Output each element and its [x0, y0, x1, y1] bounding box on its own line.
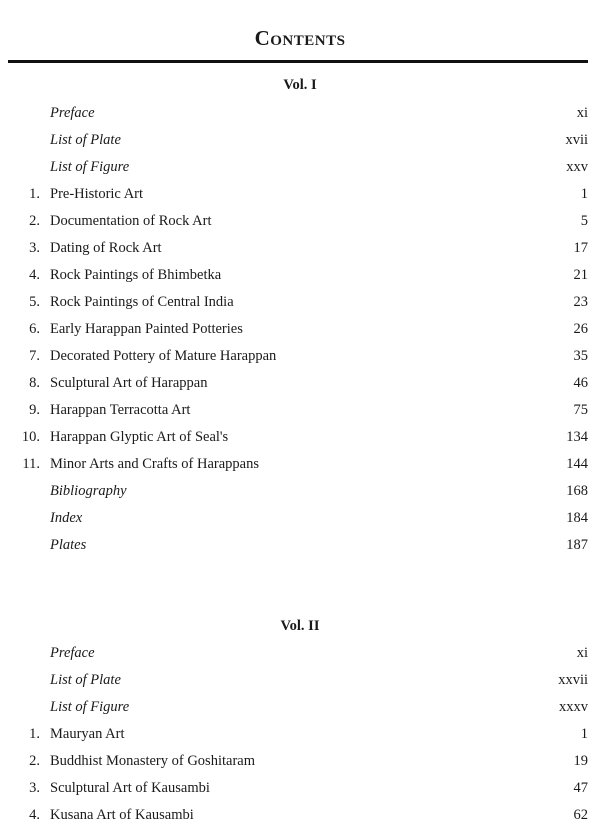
toc-entry-page-number: 75	[573, 401, 588, 418]
toc-entry-page-number: 168	[566, 482, 588, 499]
toc-entry[interactable]	[0, 106, 600, 133]
toc-entry-page-number: 134	[566, 428, 588, 445]
toc-entry-label[interactable]: Index	[50, 509, 83, 526]
toc-entry[interactable]	[0, 268, 600, 295]
toc-entry-page-number: 144	[566, 455, 588, 472]
toc-entry-label[interactable]: Minor Arts and Crafts of Harappans	[50, 455, 259, 472]
toc-entry-page-number: 184	[566, 509, 588, 526]
toc-entry-label[interactable]: Documentation of Rock Art	[50, 212, 212, 229]
toc-entry-label[interactable]: Bibliography	[50, 482, 127, 499]
toc-list-volume-2	[0, 646, 600, 835]
toc-entry-page-number: 62	[573, 807, 588, 823]
volume-gap-spacer	[0, 565, 600, 583]
toc-entry[interactable]	[0, 484, 600, 511]
toc-entry[interactable]	[0, 538, 600, 565]
toc-entry-label[interactable]: Harappan Terracotta Art	[50, 401, 191, 418]
toc-entry[interactable]	[0, 673, 600, 700]
volume-heading-2: Vol. II	[280, 617, 320, 634]
toc-entry-page-number: 21	[573, 266, 588, 283]
toc-entry[interactable]	[0, 700, 600, 727]
toc-entry-label[interactable]: Sculptural Art of Kausambi	[50, 780, 210, 796]
toc-entry-label[interactable]: Plates	[50, 536, 87, 553]
toc-entry-number: 7.	[29, 347, 40, 364]
toc-entry-label[interactable]: Mauryan Art	[50, 726, 125, 742]
toc-entry-label[interactable]: List of Plate	[50, 672, 121, 688]
toc-entry[interactable]	[0, 295, 600, 322]
toc-entry-number: 6.	[29, 320, 40, 337]
toc-entry-number: 1.	[29, 185, 40, 202]
volume-heading-1: Vol. I	[283, 77, 317, 93]
toc-entry[interactable]	[0, 754, 600, 781]
toc-entry[interactable]	[0, 322, 600, 349]
toc-entry[interactable]	[0, 160, 600, 187]
toc-entry-label[interactable]: Preface	[50, 104, 95, 121]
toc-entry-label[interactable]: Sculptural Art of Harappan	[50, 374, 208, 391]
toc-entry-page-number: 23	[573, 293, 588, 310]
toc-entry-label[interactable]: List of Plate	[50, 131, 121, 148]
toc-entry-page-number: xi	[576, 104, 588, 121]
toc-entry-number: 1.	[29, 726, 40, 742]
toc-entry[interactable]	[0, 133, 600, 160]
toc-entry-label[interactable]: Decorated Pottery of Mature Harappan	[50, 347, 277, 364]
toc-entry[interactable]	[0, 376, 600, 403]
toc-entry-page-number: xxvii	[558, 672, 588, 688]
toc-entry[interactable]	[0, 646, 600, 673]
toc-entry[interactable]	[0, 457, 600, 484]
toc-entry-page-number: 187	[566, 536, 588, 553]
title-divider-rule	[8, 60, 588, 63]
toc-entry-page-number: 5	[580, 212, 588, 229]
toc-entry-page-number: 1	[580, 185, 588, 202]
toc-entry-page-number: 17	[573, 239, 588, 256]
toc-entry-label[interactable]: Kusana Art of Kausambi	[50, 807, 194, 823]
toc-entry[interactable]	[0, 808, 600, 835]
toc-entry-number: 2.	[29, 753, 40, 769]
toc-entry-page-number: 26	[573, 320, 588, 337]
toc-entry-label[interactable]: Rock Paintings of Central India	[50, 293, 234, 310]
toc-entry-page-number: xxxv	[559, 699, 588, 715]
toc-entry-number: 3.	[29, 780, 40, 796]
toc-entry-label[interactable]: Dating of Rock Art	[50, 239, 162, 256]
toc-entry-page-number: 35	[573, 347, 588, 364]
toc-entry-label[interactable]: Early Harappan Painted Potteries	[50, 320, 243, 337]
toc-entry-number: 9.	[29, 401, 40, 418]
toc-entry-label[interactable]: Rock Paintings of Bhimbetka	[50, 266, 222, 283]
toc-entry-number: 8.	[29, 374, 40, 391]
toc-entry-page-number: xvii	[565, 131, 588, 148]
toc-entry-label[interactable]: Pre-Historic Art	[50, 185, 144, 202]
toc-entry[interactable]	[0, 214, 600, 241]
toc-entry[interactable]	[0, 781, 600, 808]
toc-entry-number: 4.	[29, 807, 40, 823]
toc-entry-label[interactable]: List of Figure	[50, 699, 130, 715]
toc-entry[interactable]	[0, 187, 600, 214]
toc-entry-label[interactable]: Harappan Glyptic Art of Seal's	[50, 428, 229, 445]
toc-entry[interactable]	[0, 241, 600, 268]
toc-entry-label[interactable]: List of Figure	[50, 158, 130, 175]
toc-entry[interactable]	[0, 727, 600, 754]
toc-entry-page-number: xi	[576, 645, 588, 661]
toc-entry-label[interactable]: Preface	[50, 645, 95, 661]
toc-entry-page-number: 47	[573, 780, 588, 796]
toc-entry[interactable]	[0, 403, 600, 430]
toc-entry-number: 4.	[29, 266, 40, 283]
page-title: Contents	[254, 26, 346, 50]
toc-entry-page-number: xxv	[566, 158, 588, 175]
toc-entry-page-number: 46	[573, 374, 588, 391]
toc-entry-number: 10.	[21, 428, 40, 445]
toc-entry[interactable]	[0, 430, 600, 457]
toc-entry-page-number: 1	[580, 726, 588, 742]
toc-entry-number: 2.	[29, 212, 40, 229]
toc-entry-number: 5.	[29, 293, 40, 310]
toc-entry-label[interactable]: Buddhist Monastery of Goshitaram	[50, 753, 255, 769]
toc-entry-number: 11.	[22, 455, 40, 472]
toc-list-volume-1	[0, 106, 600, 565]
toc-entry-number: 3.	[29, 239, 40, 256]
toc-entry-page-number: 19	[573, 753, 588, 769]
toc-entry[interactable]	[0, 349, 600, 376]
toc-entry[interactable]	[0, 511, 600, 538]
